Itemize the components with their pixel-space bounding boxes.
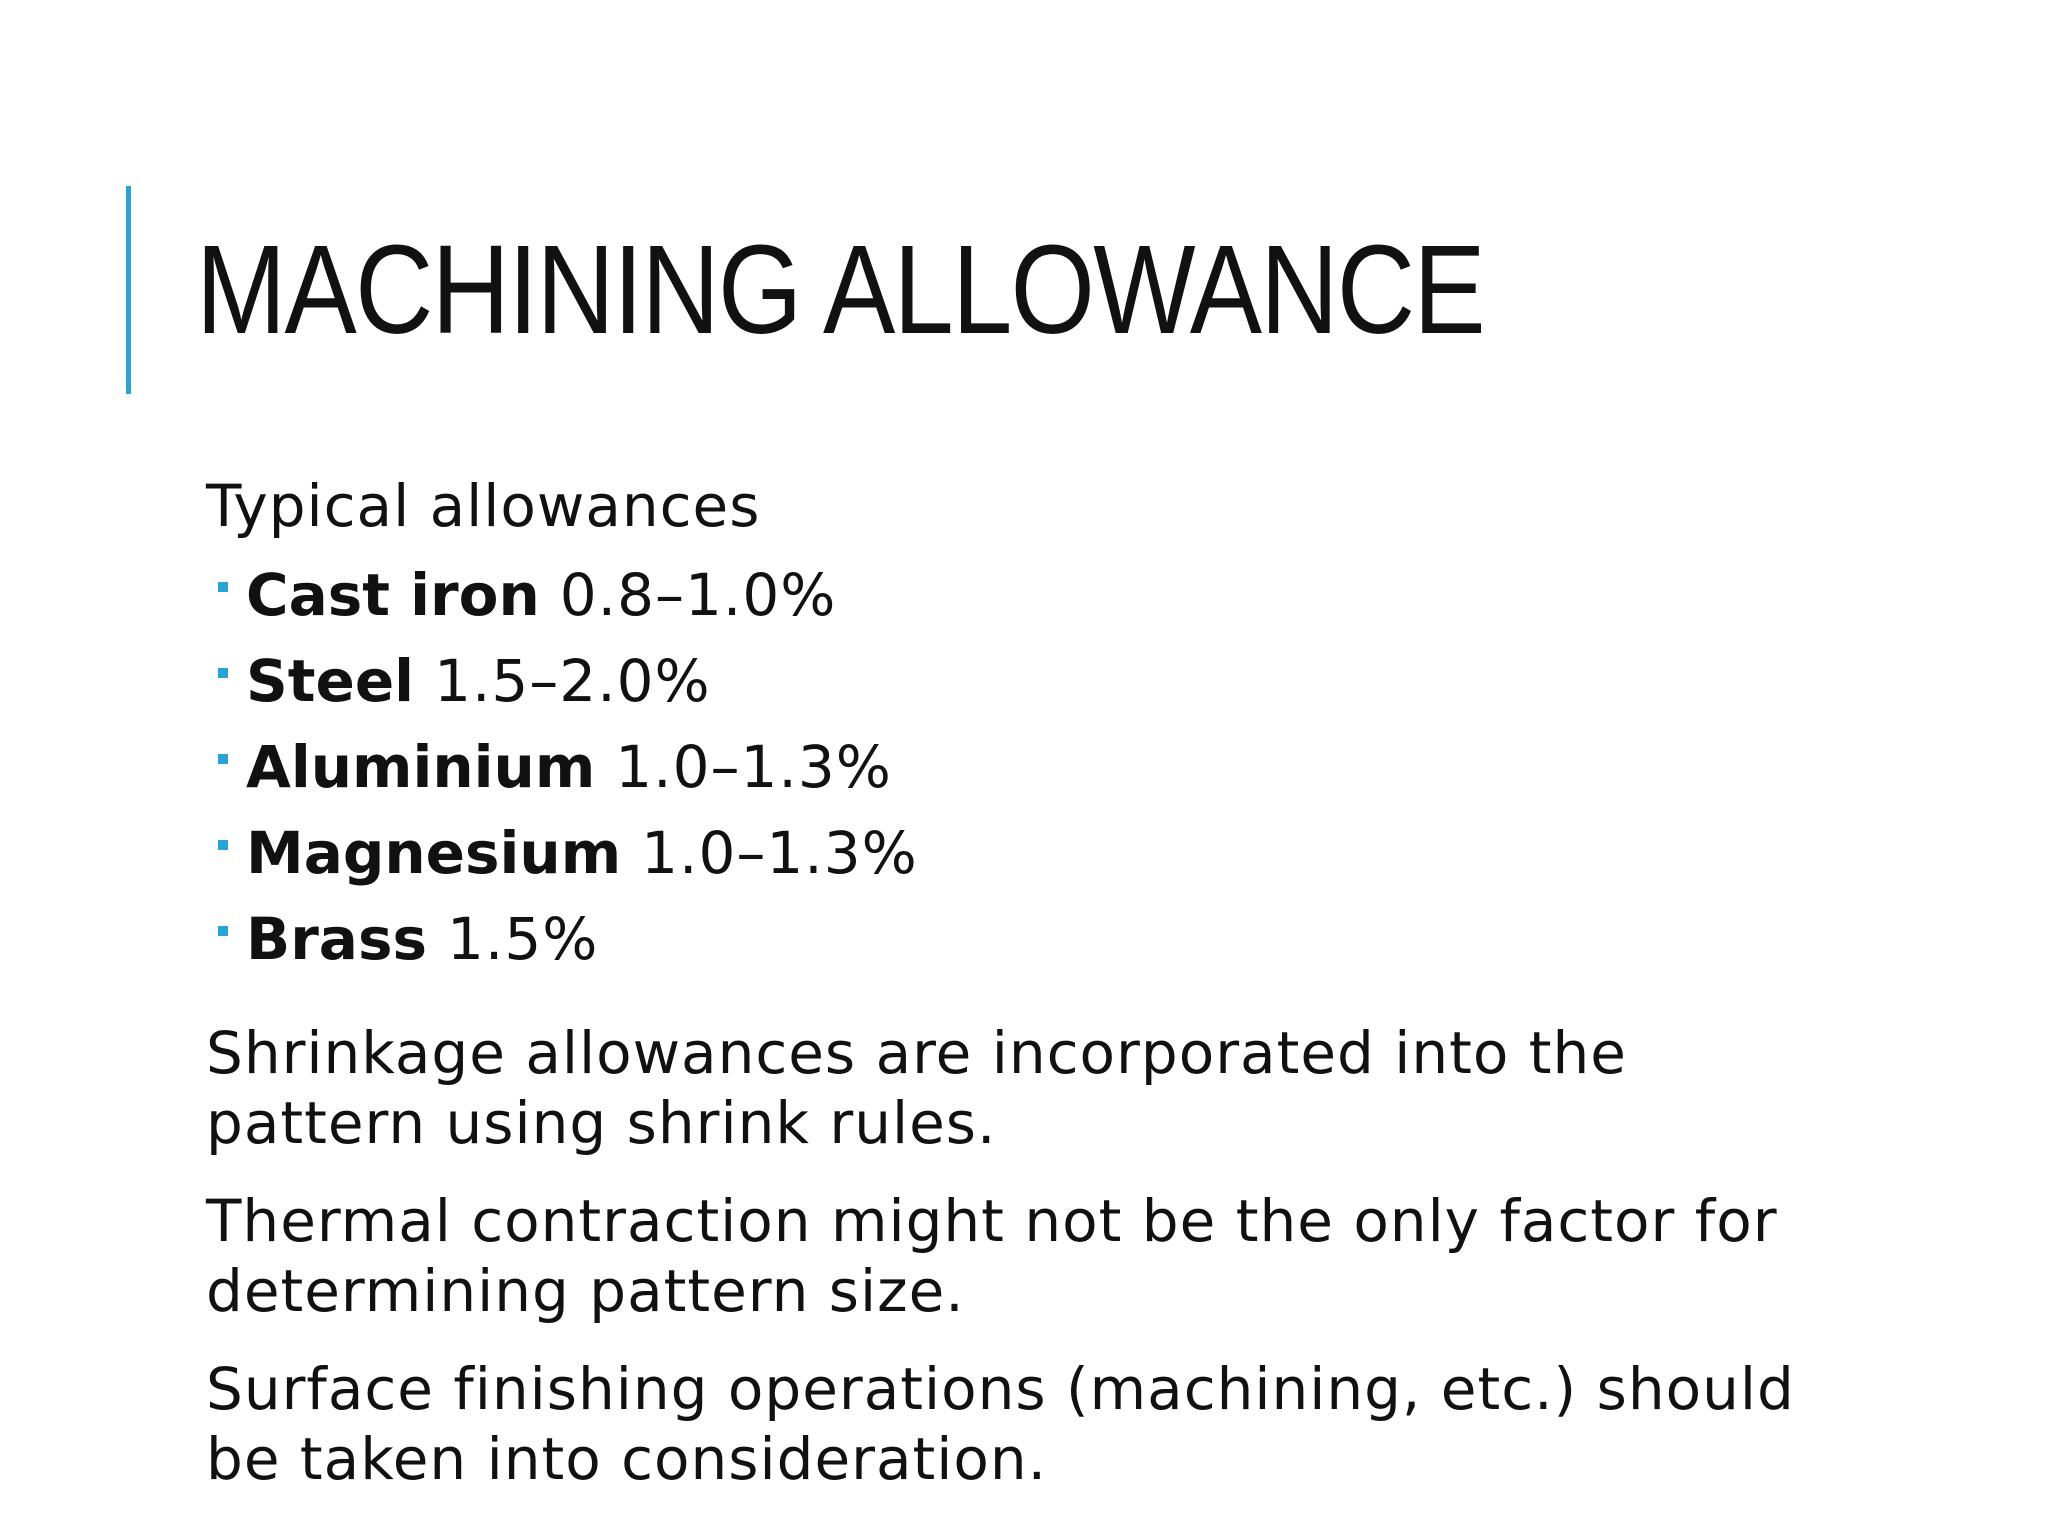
square-bullet-icon bbox=[218, 582, 228, 592]
paragraph-surface: Surface finishing operations (machining, etc.) should be taken into consideration. bbox=[206, 1355, 1795, 1493]
material-name: Cast iron bbox=[246, 561, 540, 629]
allowance-list bbox=[206, 552, 1846, 982]
list-item bbox=[206, 638, 1846, 724]
list-item bbox=[206, 810, 1846, 896]
square-bullet-icon bbox=[218, 754, 228, 764]
allowance-value: 1.0–1.3% bbox=[641, 819, 918, 887]
material-name: Magnesium bbox=[246, 819, 622, 887]
list-item bbox=[206, 896, 1846, 982]
lead-text: Typical allowances bbox=[206, 472, 761, 540]
list-item bbox=[206, 724, 1846, 810]
list-item bbox=[206, 552, 1846, 638]
square-bullet-icon bbox=[218, 668, 228, 678]
material-name: Brass bbox=[246, 905, 427, 973]
allowance-value: 1.0–1.3% bbox=[615, 733, 892, 801]
paragraph-shrinkage: Shrinkage allowances are incorporated into the pattern using shrink rules. bbox=[206, 1019, 1627, 1157]
material-name: Steel bbox=[246, 647, 415, 715]
title-accent-bar bbox=[126, 186, 131, 394]
square-bullet-icon bbox=[218, 926, 228, 936]
allowance-value: 1.5–2.0% bbox=[434, 647, 711, 715]
paragraph-thermal: Thermal contraction might not be the only factor for determining pattern size. bbox=[206, 1187, 1778, 1325]
slide-title: MACHINING ALLOWANCE bbox=[196, 219, 1484, 360]
material-name: Aluminium bbox=[246, 733, 596, 801]
slide-content bbox=[206, 470, 1846, 1494]
allowance-value: 1.5% bbox=[447, 905, 599, 973]
allowance-value: 0.8–1.0% bbox=[559, 561, 837, 629]
square-bullet-icon bbox=[218, 840, 228, 850]
